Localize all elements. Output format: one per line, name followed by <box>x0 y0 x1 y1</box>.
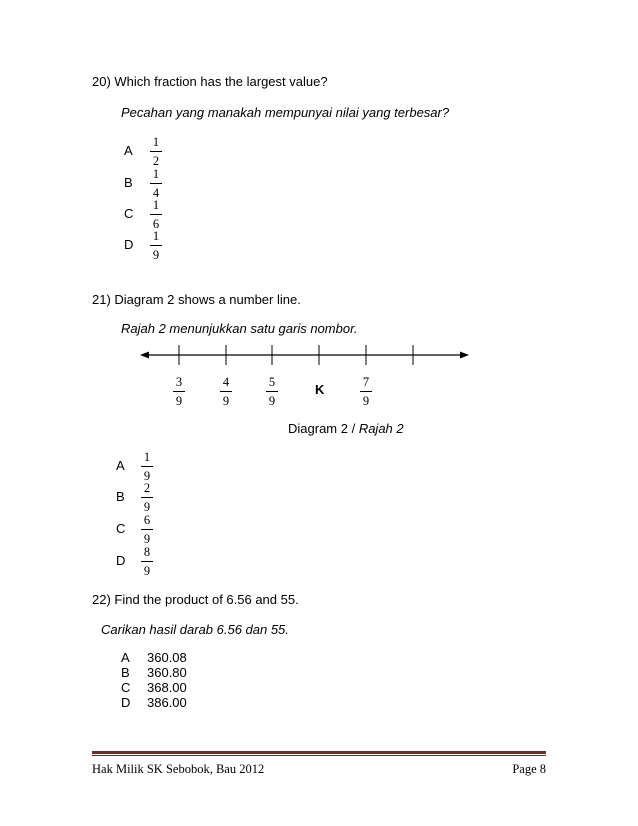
numberline-label: 5 9 <box>265 375 279 408</box>
option-fraction: 2 9 <box>140 481 154 514</box>
option-letter: B <box>124 175 133 190</box>
option-letter: A <box>124 143 133 158</box>
footer-rule-thin <box>92 755 546 756</box>
q21-question: 21) Diagram 2 shows a number line. <box>92 292 301 307</box>
option-letter: D <box>116 553 126 568</box>
q20-question: 20) Which fraction has the largest value? <box>92 74 328 89</box>
option-letter: C <box>121 680 131 695</box>
option-letter: B <box>116 489 125 504</box>
option-fraction: 1 2 <box>149 135 163 168</box>
option-value: 368.00 <box>147 680 187 695</box>
option-letter: A <box>121 650 130 665</box>
numberline-label-k: K <box>315 382 325 397</box>
q21-translation: Rajah 2 menunjukkan satu garis nombor. <box>121 321 358 336</box>
q22-translation: Carikan hasil darab 6.56 dan 55. <box>101 622 289 637</box>
caption-text: Diagram 2 / <box>288 421 359 436</box>
option-fraction: 8 9 <box>140 545 154 578</box>
option-value: 360.08 <box>147 650 187 665</box>
option-letter: C <box>124 206 134 221</box>
numberline-label: 7 9 <box>359 375 373 408</box>
option-letter: A <box>116 458 125 473</box>
numberline-label: 3 9 <box>172 375 186 408</box>
option-value: 360.80 <box>147 665 187 680</box>
number-line <box>138 343 472 367</box>
footer-rule <box>92 751 546 754</box>
option-letter: D <box>124 237 134 252</box>
option-value: 386.00 <box>147 695 187 710</box>
option-fraction: 6 9 <box>140 513 154 546</box>
footer-left: Hak Milik SK Sebobok, Bau 2012 <box>92 762 265 776</box>
caption-italic: Rajah 2 <box>358 421 404 436</box>
option-letter: C <box>116 521 126 536</box>
option-letter: B <box>121 665 130 680</box>
option-fraction: 1 4 <box>149 167 163 200</box>
q22-question: 22) Find the product of 6.56 and 55. <box>92 592 299 607</box>
option-letter: D <box>121 695 131 710</box>
q20-translation: Pecahan yang manakah mempunyai nilai yang terbesar? <box>121 105 450 120</box>
diagram-caption <box>288 421 404 436</box>
page-number: Page 8 <box>512 762 546 776</box>
option-fraction: 1 6 <box>149 198 163 231</box>
option-fraction: 1 9 <box>149 229 163 262</box>
option-fraction: 1 9 <box>140 450 154 483</box>
numberline-label: 4 9 <box>219 375 233 408</box>
